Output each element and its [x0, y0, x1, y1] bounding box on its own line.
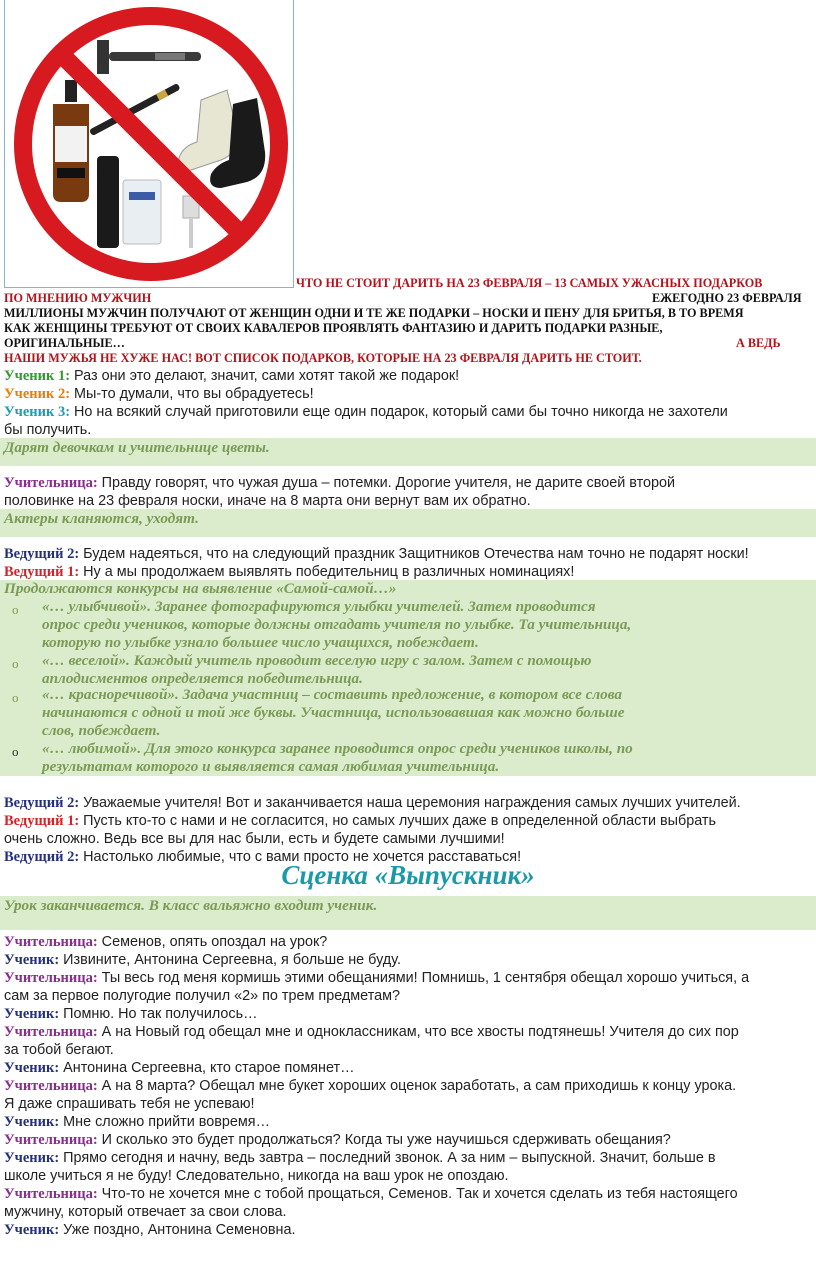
dialogue-line-cont: сам за первое полугодие получил «2» по трем предметам? — [4, 988, 401, 1004]
shaving-foam-icon — [97, 156, 161, 248]
contest-item-cont: опрос среди учеников, которые должны отгадать учителя по улыбке. Та учительница, — [42, 616, 632, 633]
header-body-line: А ВЕДЬ — [736, 336, 781, 350]
contest-item: «… красноречивой». Задача участниц – составить предложение, в котором все слова — [42, 686, 623, 703]
article-title-cont: ПО МНЕНИЮ МУЖЧИН — [4, 291, 152, 305]
contest-item: «… улыбчивой». Заранее фотографируются улыбки учителей. Затем проводится — [42, 598, 596, 615]
dialogue-line: Ведущий 2: Уважаемые учителя! Вот и заканчивается наша церемония награждения самых лучших учителей. — [4, 795, 741, 811]
dialogue-line: Ученик: Извините, Антонина Сергеевна, я больше не буду. — [4, 952, 401, 968]
scene-title: Сценка «Выпускник» — [281, 860, 535, 890]
dialogue-line: Ученик: Помню. Но так получилось… — [4, 1006, 258, 1022]
razor-icon — [97, 40, 201, 74]
bullet-marker: o — [12, 656, 19, 671]
dialogue-line-cont: Я даже спрашивать тебя не успеваю! — [4, 1096, 255, 1112]
dialogue-line-cont: бы получить. — [4, 422, 92, 438]
header-body-line: ОРИГИНАЛЬНЫЕ… — [4, 336, 125, 350]
contest-item-cont: слов, побеждает. — [42, 722, 161, 739]
dialogue-line: Учительница: Что-то не хочется мне с тобой прощаться, Семенов. Так и хочется сделать из тебя настоящего — [4, 1186, 738, 1202]
whiskey-bottle-icon — [53, 80, 89, 202]
dialogue-line: Ученик: Антонина Сергеевна, кто старое помянет… — [4, 1060, 355, 1076]
dialogue-line: Ученик 2: Мы-то думали, что вы обрадуетесь! — [4, 386, 314, 402]
bullet-marker: o — [12, 690, 19, 705]
header-body-line: КАК ЖЕНЩИНЫ ТРЕБУЮТ ОТ СВОИХ КАВАЛЕРОВ ПРОЯВЛЯТЬ ФАНТАЗИЮ И ДАРИТЬ ПОДАРКИ РАЗНЫЕ, — [4, 321, 663, 335]
dialogue-line: Ведущий 2: Настолько любимые, что с вами просто не хочется расставаться! — [4, 849, 522, 865]
dialogue-line-cont: половинке на 23 февраля носки, иначе на 8 марта они вернут вам их обратно. — [4, 493, 531, 509]
contest-item-cont: которую по улыбке узнало большее число учащихся, побеждает. — [42, 634, 479, 651]
dialogue-line: Ученик 3: Но на всякий случай приготовили еще один подарок, который сами бы точно никогда не захотели — [4, 404, 728, 420]
dialogue-line-cont: за тобой бегают. — [4, 1042, 114, 1058]
bullet-marker: o — [12, 602, 19, 617]
dialogue-line: Ученик 1: Раз они это делают, значит, сами хотят такой же подарок! — [4, 368, 460, 384]
stage-direction: Урок заканчивается. В класс вальяжно входит ученик. — [4, 897, 378, 914]
dialogue-line: Учительница: Ты весь год меня кормишь этими обещаниями! Помнишь, 1 сентября обещал хорошо учиться, а — [4, 970, 750, 986]
dialogue-line-cont: школе учиться я не буду! Следовательно, никогда на ваш урок не опоздаю. — [4, 1168, 509, 1184]
stage-direction: Дарят девочкам и учительнице цветы. — [4, 439, 270, 456]
dialogue-line: Ученик: Уже поздно, Антонина Семеновна. — [4, 1222, 296, 1238]
contest-item-cont: результатам которого и выявляется самая любимая учительница. — [42, 758, 500, 775]
dialogue-line-cont: очень сложно. Ведь все вы для нас были, есть и будете самыми лучшими! — [4, 831, 505, 847]
bullet-marker: o — [12, 744, 19, 759]
dialogue-line: Учительница: А на Новый год обещал мне и одноклассникам, что все хвосты подтянешь! Учителя до сих пор — [4, 1024, 739, 1040]
no-gifts-illustration — [4, 0, 294, 288]
article-title: ЧТО НЕ СТОИТ ДАРИТЬ НА 23 ФЕВРАЛЯ – 13 САМЫХ УЖАСНЫХ ПОДАРКОВ — [296, 276, 763, 290]
stage-direction: Актеры кланяются, уходят. — [4, 510, 199, 527]
dialogue-line: Ведущий 1: Пусть кто-то с нами и не согласится, но самых лучших даже в определенной области выбрать — [4, 813, 717, 829]
contest-item: «… любимой». Для этого конкурса заранее проводится опрос среди учеников школы, по — [42, 740, 633, 757]
dialogue-line-cont: мужчину, который отвечает за свои слова. — [4, 1204, 287, 1220]
contest-item: «… веселой». Каждый учитель проводит веселую игру с залом. Затем с помощью — [42, 652, 592, 669]
header-body-line: МИЛЛИОНЫ МУЖЧИН ПОЛУЧАЮТ ОТ ЖЕНЩИН ОДНИ И ТЕ ЖЕ ПОДАРКИ – НОСКИ И ПЕНУ ДЛЯ БРИТЬЯ, В ТО ВРЕМЯ — [4, 306, 744, 320]
contest-item-cont: аплодисментов определяется победительница. — [42, 670, 363, 687]
dialogue-line: Учительница: А на 8 марта? Обещал мне букет хороших оценок заработать, а сам приходишь к концу урока. — [4, 1078, 737, 1094]
usb-cable-icon — [183, 196, 199, 248]
dialogue-line: Ведущий 2: Будем надеяться, что на следующий праздник Защитников Отечества нам точно не подарят носки! — [4, 546, 749, 562]
header-date: ЕЖЕГОДНО 23 ФЕВРАЛЯ — [652, 291, 802, 305]
header-body-line: НАШИ МУЖЬЯ НЕ ХУЖЕ НАС! ВОТ СПИСОК ПОДАРКОВ, КОТОРЫЕ НА 23 ФЕВРАЛЯ ДАРИТЬ НЕ СТОИТ. — [4, 351, 642, 365]
dialogue-line: Ученик: Мне сложно прийти вовремя… — [4, 1114, 270, 1130]
dialogue-line: Учительница: И сколько это будет продолжаться? Когда ты уже научишься сдерживать обещания? — [4, 1132, 671, 1148]
dialogue-line: Учительница: Семенов, опять опоздал на урок? — [4, 934, 328, 950]
contest-item-cont: начинаются с одной и той же буквы. Участница, использовавшая как можно больше — [42, 704, 625, 721]
dialogue-line: Учительница: Правду говорят, что чужая душа – потемки. Дорогие учителя, не дарите своей второй — [4, 475, 676, 491]
stage-direction: Продолжаются конкурсы на выявление «Самой-самой…» — [4, 580, 397, 597]
dialogue-line: Ученик: Прямо сегодня и начну, ведь завтра – последний звонок. А за ним – выпускной. Значит, больше в — [4, 1150, 716, 1166]
dialogue-line: Ведущий 1: Ну а мы продолжаем выявлять победительниц в различных номинациях! — [4, 564, 575, 580]
